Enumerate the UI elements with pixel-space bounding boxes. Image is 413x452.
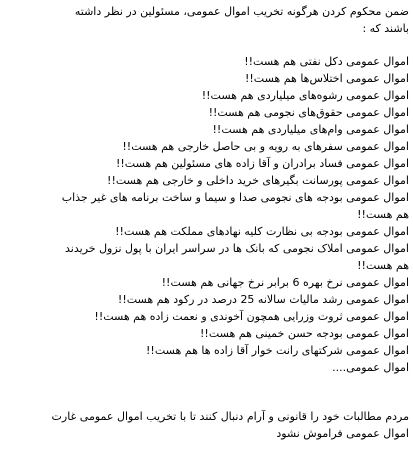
list-item: اموال عمومی رشوه‌های میلیاردی هم هست!! [201,89,409,102]
list-item: اموال عمومی اختلاس‌ها هم هست!! [244,72,409,85]
list-item: اموال عمومی ثروت وزرایی همچون آخوندی و نعمت زاده هم هست!! [94,310,409,323]
closing-line-1: مردم مطالبات خود را قانونی و آرام دنبال کنند تا با تخریب اموال عمومی غارت [51,410,409,423]
list-item: اموال عمومی بودجه های نجومی صدا و سیما و ساخت برنامه های غیر جذاب [61,191,409,204]
list-item: اموال عمومی فساد برادران و آقا زاده های مسئولین هم هست!! [115,157,409,170]
list-item: اموال عمومی بودجه حسن خمینی هم هست!! [200,327,409,340]
list-item: اموال عمومی نرخ بهره 6 برابر نرخ جهانی هم هست!! [161,276,409,289]
list-item: اموال عمومی شرکتهای رانت خوار آقا زاده ها هم هست!! [146,344,409,357]
list-item: اموال عمومی وام‌های میلیاردی هم هست!! [212,123,409,136]
list-item-continued: هم هست!! [357,259,409,272]
list-item: اموال عمومی بودجه بی نظارت کلیه نهادهای مملکت هم هست!! [115,225,409,238]
list-item: اموال عمومی سفرهای به رویه و بی حاصل خارجی هم هست!! [122,140,409,153]
closing-line-2: اموال عمومی فراموش نشود [276,427,409,440]
list-item: اموال عمومی دکل نفتی هم هست!! [244,55,409,68]
intro-line-2: باشند که : [362,22,409,35]
list-item: اموال عمومی.... [332,361,409,374]
list-item: اموال عمومی املاک نجومی که بانک ها در سراسر ایران با پول نزول خریدند [65,242,409,255]
list-item: اموال عمومی رشد مالیات سالانه 25 درصد در رکود هم هست!! [117,293,409,306]
list-item-continued: هم هست!! [357,208,409,221]
intro-line-1: ضمن محکوم کردن هرگونه تخریب اموال عمومی، مسئولین در نظر داشته [74,5,409,18]
list-item: اموال عمومی حقوق‌های نجومی هم هست!! [208,106,409,119]
list-item: اموال عمومی پورسانت بگیرهای خرید داخلی و خارجی هم هست!! [107,174,409,187]
